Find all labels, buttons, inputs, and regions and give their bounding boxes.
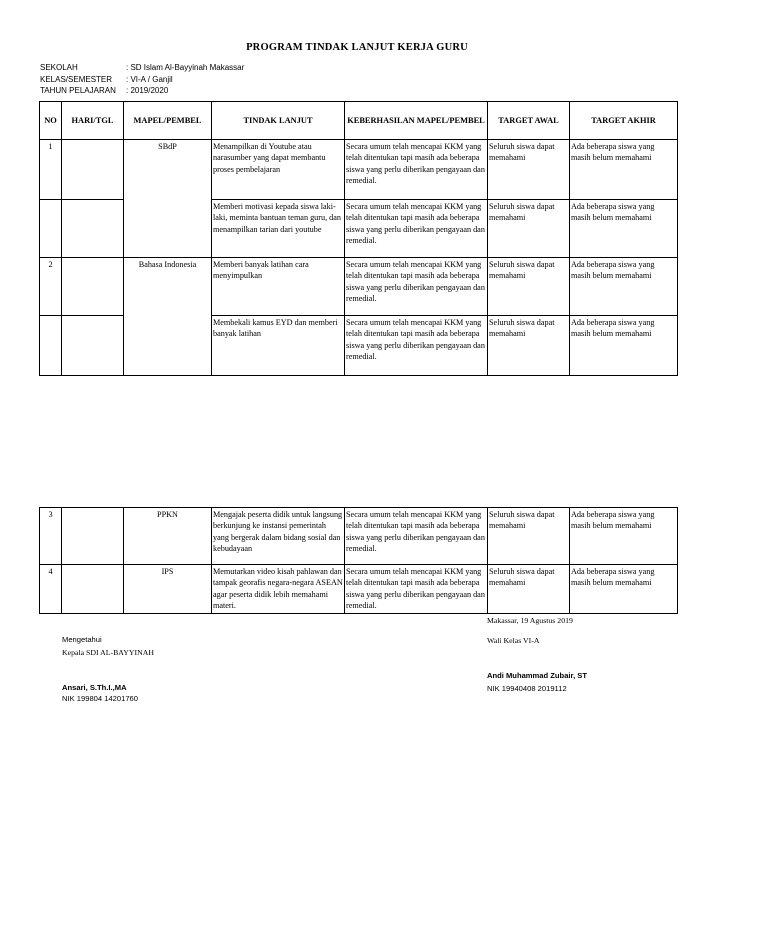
homeroom-teacher-nik: NIK 19940408 2019112 xyxy=(487,684,567,693)
cell-tindak: Mengajak peserta didik untuk langsung berkunjung ke instansi pemerintah yang bergerak dalam bidang sosial dan kebudayaan xyxy=(212,508,345,565)
cell-target-akhir: Ada beberapa siswa yang masih belum memahami xyxy=(570,200,678,258)
header-target-awal: TARGET AWAL xyxy=(488,102,570,140)
cell-tindak: Membekali kamus EYD dan memberi banyak latihan xyxy=(212,316,345,376)
homeroom-role: Wali Kelas VI-A xyxy=(487,636,540,645)
cell-hari xyxy=(62,316,124,376)
principal-role: Kepala SDI AL-BAYYINAH xyxy=(62,648,154,657)
cell-mapel xyxy=(124,200,212,258)
cell-no xyxy=(40,200,62,258)
cell-mapel: Bahasa Indonesia xyxy=(124,258,212,316)
cell-target-awal: Seluruh siswa dapat memahami xyxy=(488,200,570,258)
cell-hari xyxy=(62,140,124,200)
header-no: NO xyxy=(40,102,62,140)
info-row-class xyxy=(40,74,244,86)
cell-mapel: IPS xyxy=(124,565,212,614)
cell-tindak: Memberi motivasi kepada siswa laki-laki, meminta bantuan teman guru, dan menampilkan tarian dari youtube xyxy=(212,200,345,258)
cell-no: 1 xyxy=(40,140,62,200)
cell-tindak: Memutarkan video kisah pahlawan dan tampak georafis negara-negara ASEAN agar peserta didik lebih memahami materi. xyxy=(212,565,345,614)
info-row-school xyxy=(40,62,244,74)
principal-name: Ansari, S.Th.I.,MA xyxy=(62,683,127,692)
table-row xyxy=(40,508,678,565)
cell-keberhasilan: Secara umum telah mencapai KKM yang telah ditentukan tapi masih ada beberapa siswa yang perlu diberikan pengayaan dan remedial. xyxy=(345,200,488,258)
school-info xyxy=(40,62,244,97)
info-value: : SD Islam Al-Bayyinah Makassar xyxy=(126,63,245,72)
cell-mapel: PPKN xyxy=(124,508,212,565)
cell-no: 3 xyxy=(40,508,62,565)
follow-up-table xyxy=(39,101,678,376)
cell-target-akhir: Ada beberapa siswa yang masih belum memahami xyxy=(570,258,678,316)
cell-target-awal: Seluruh siswa dapat memahami xyxy=(488,140,570,200)
cell-keberhasilan: Secara umum telah mencapai KKM yang telah ditentukan tapi masih ada beberapa siswa yang perlu diberikan pengayaan dan remedial. xyxy=(345,140,488,200)
info-key: KELAS/SEMESTER xyxy=(40,74,113,84)
follow-up-table-continued xyxy=(39,507,678,614)
cell-target-akhir: Ada beberapa siswa yang masih belum memahami xyxy=(570,508,678,565)
cell-target-awal: Seluruh siswa dapat memahami xyxy=(488,258,570,316)
cell-target-akhir: Ada beberapa siswa yang masih belum memahami xyxy=(570,316,678,376)
cell-target-akhir: Ada beberapa siswa yang masih belum memahami xyxy=(570,140,678,200)
cell-keberhasilan: Secara umum telah mencapai KKM yang telah ditentukan tapi masih ada beberapa siswa yang perlu diberikan pengayaan dan remedial. xyxy=(345,565,488,614)
cell-no xyxy=(40,316,62,376)
acknowledged-label: Mengetahui xyxy=(62,635,102,644)
info-key: SEKOLAH xyxy=(40,63,78,72)
cell-mapel xyxy=(124,316,212,376)
cell-tindak: Memberi banyak latihan cara menyimpulkan xyxy=(212,258,345,316)
info-value: : VI-A / Ganjil xyxy=(126,74,173,84)
cell-target-awal: Seluruh siswa dapat memahami xyxy=(488,316,570,376)
cell-target-awal: Seluruh siswa dapat memahami xyxy=(488,508,570,565)
cell-keberhasilan: Secara umum telah mencapai KKM yang telah ditentukan tapi masih ada beberapa siswa yang perlu diberikan pengayaan dan remedial. xyxy=(345,508,488,565)
header-hari: HARI/TGL xyxy=(62,102,124,140)
table-row xyxy=(40,200,678,258)
cell-keberhasilan: Secara umum telah mencapai KKM yang telah ditentukan tapi masih ada beberapa siswa yang perlu diberikan pengayaan dan remedial. xyxy=(345,316,488,376)
cell-mapel: SBdP xyxy=(124,140,212,200)
table-row xyxy=(40,316,678,376)
cell-hari xyxy=(62,508,124,565)
table-row xyxy=(40,565,678,614)
info-key: TAHUN PELAJARAN xyxy=(40,86,116,95)
table-row xyxy=(40,140,678,200)
cell-tindak: Menampilkan di Youtube atau narasumber yang dapat membantu proses pembelajaran xyxy=(212,140,345,200)
info-row-year xyxy=(40,85,244,97)
place-date: Makassar, 19 Agustus 2019 xyxy=(487,616,573,625)
cell-no: 4 xyxy=(40,565,62,614)
header-tindak: TINDAK LANJUT xyxy=(212,102,345,140)
table-header-row xyxy=(40,102,678,140)
header-keberhasilan: KEBERHASILAN MAPEL/PEMBEL xyxy=(345,102,488,140)
principal-nik: NIK 199804 14201760 xyxy=(62,694,139,703)
cell-hari xyxy=(62,565,124,614)
cell-keberhasilan: Secara umum telah mencapai KKM yang telah ditentukan tapi masih ada beberapa siswa yang perlu diberikan pengayaan dan remedial. xyxy=(345,258,488,316)
cell-target-akhir: Ada beberapa siswa yang masih belum memahami xyxy=(570,565,678,614)
cell-no: 2 xyxy=(40,258,62,316)
cell-hari xyxy=(62,258,124,316)
homeroom-teacher-name: Andi Muhammad Zubair, ST xyxy=(487,671,587,680)
cell-target-awal: Seluruh siswa dapat memahami xyxy=(488,565,570,614)
info-value: : 2019/2020 xyxy=(126,86,169,95)
cell-hari xyxy=(62,200,124,258)
table-row xyxy=(40,258,678,316)
header-mapel: MAPEL/PEMBEL xyxy=(124,102,212,140)
header-target-akhir: TARGET AKHIR xyxy=(570,102,678,140)
document-title: PROGRAM TINDAK LANJUT KERJA GURU xyxy=(246,42,468,53)
